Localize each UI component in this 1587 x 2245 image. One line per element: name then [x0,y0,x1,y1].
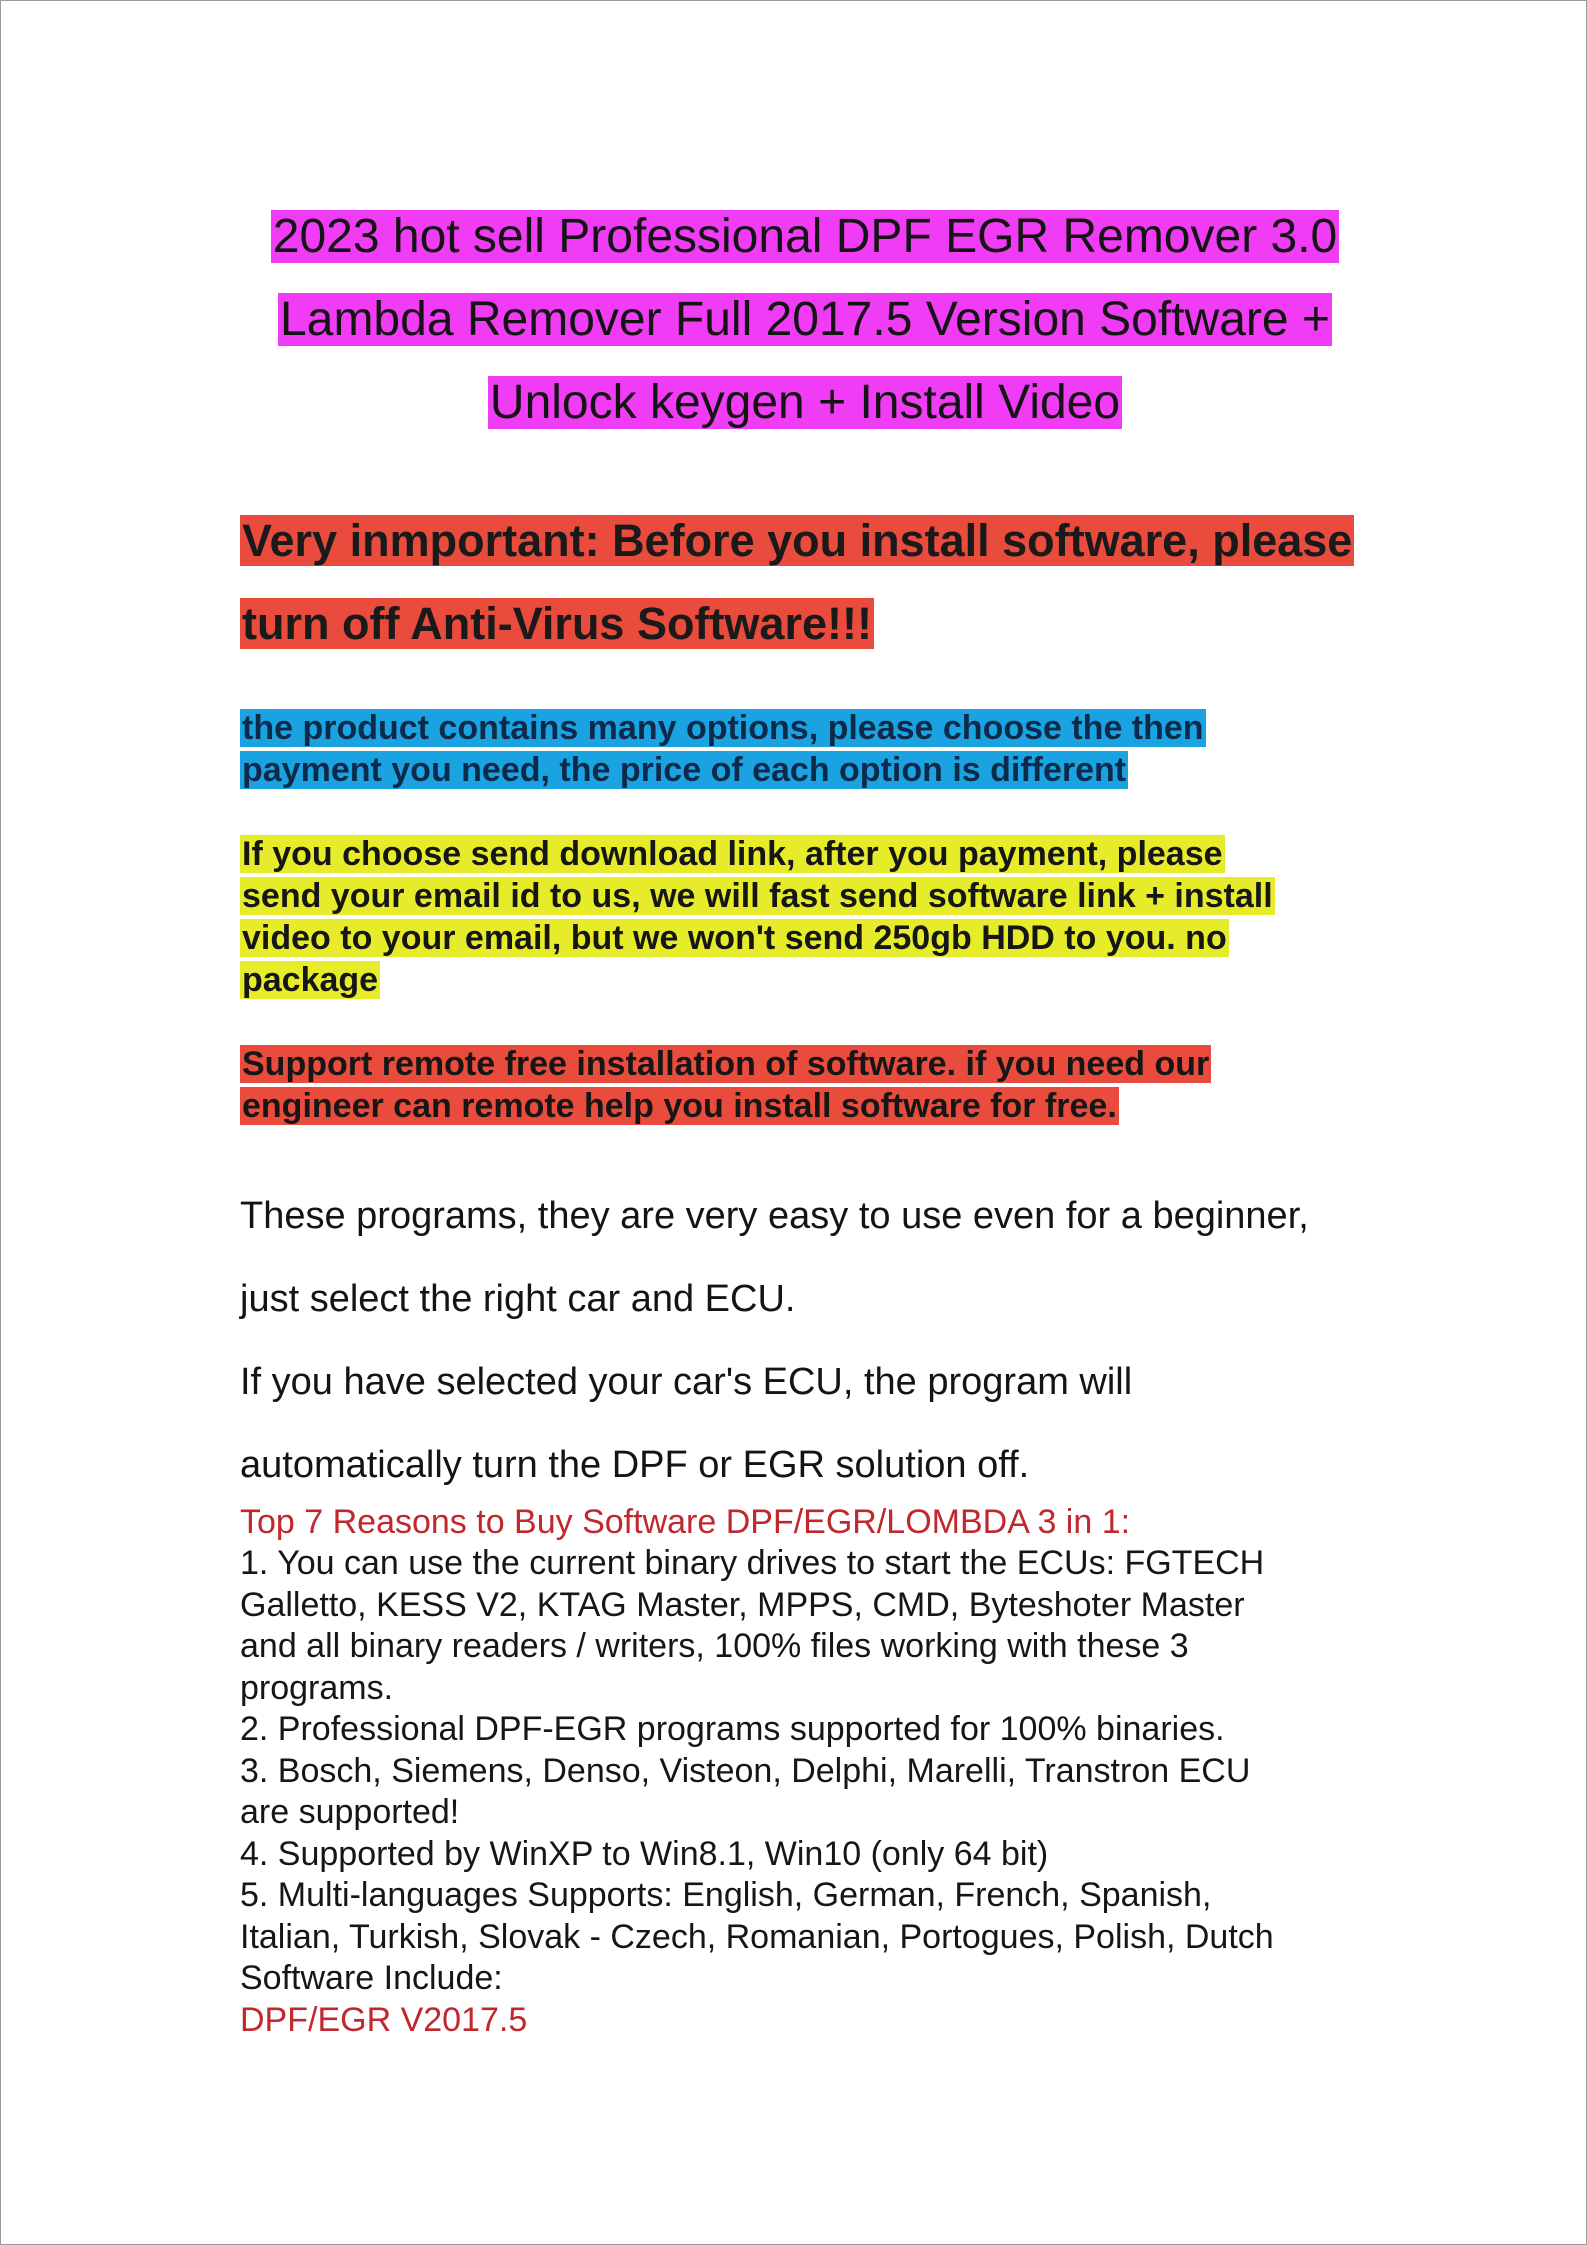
intro-line-4: automatically turn the DPF or EGR solution off. [240,1444,1030,1486]
antivirus-warning [240,499,1370,665]
warning-line-2: turn off Anti-Virus Software!!! [242,598,872,649]
download-line-2: send your email id to us, we will fast send software link + install [242,877,1273,915]
reason-line: are supported! [240,1793,460,1831]
title-line-2: Lambda Remover Full 2017.5 Version Software + [280,293,1330,346]
reason-line: 2. Professional DPF-EGR programs supported for 100% binaries. [240,1710,1225,1748]
intro-paragraph [240,1175,1370,1507]
title-line-1: 2023 hot sell Professional DPF EGR Remover 3.0 [272,210,1338,263]
reason-line: 1. You can use the current binary drives to start the ECUs: FGTECH [240,1544,1265,1582]
remote-support-note [240,1043,1370,1127]
support-line-1: Support remote free installation of software. if you need our [242,1045,1210,1083]
reason-line: programs. [240,1668,394,1707]
reason-line: Italian, Turkish, Slovak - Czech, Romanian, Portogues, Polish, Dutch [240,1917,1274,1956]
download-line-3: video to your email, but we won't send 250gb HDD to you. no [242,919,1227,957]
support-line-2: engineer can remote help you install software for free. [242,1087,1117,1125]
product-title [240,195,1370,444]
reason-line: 5. Multi-languages Supports: English, German, French, Spanish, [240,1876,1212,1914]
document-content [240,195,1370,2041]
download-link-note [240,833,1370,1001]
warning-line-1: Very inmportant: Before you install software, please [242,515,1353,566]
options-line-2: payment you need, the price of each option is different [242,751,1127,789]
intro-line-2: just select the right car and ECU. [240,1278,796,1320]
software-version: DPF/EGR V2017.5 [240,2000,528,2039]
reason-line: 4. Supported by WinXP to Win8.1, Win10 (only 64 bit) [240,1834,1049,1873]
intro-line-3: If you have selected your car's ECU, the program will [240,1361,1133,1403]
download-line-4: package [242,961,379,999]
download-line-1: If you choose send download link, after you payment, please [242,835,1223,873]
software-include-label: Software Include: [240,1959,503,1997]
intro-line-1: These programs, they are very easy to use even for a beginner, [240,1195,1309,1237]
reasons-heading: Top 7 Reasons to Buy Software DPF/EGR/LOMBDA 3 in 1: [240,1503,1131,1541]
options-line-1: the product contains many options, please choose the then [242,709,1204,747]
options-note [240,707,1370,791]
reason-line: 3. Bosch, Siemens, Denso, Visteon, Delphi, Marelli, Transtron ECU [240,1751,1251,1790]
reason-line: and all binary readers / writers, 100% files working with these 3 [240,1627,1189,1665]
reasons-list [240,1543,1370,1958]
reason-line: Galletto, KESS V2, KTAG Master, MPPS, CMD, Byteshoter Master [240,1585,1245,1624]
title-line-3: Unlock keygen + Install Video [489,376,1121,429]
